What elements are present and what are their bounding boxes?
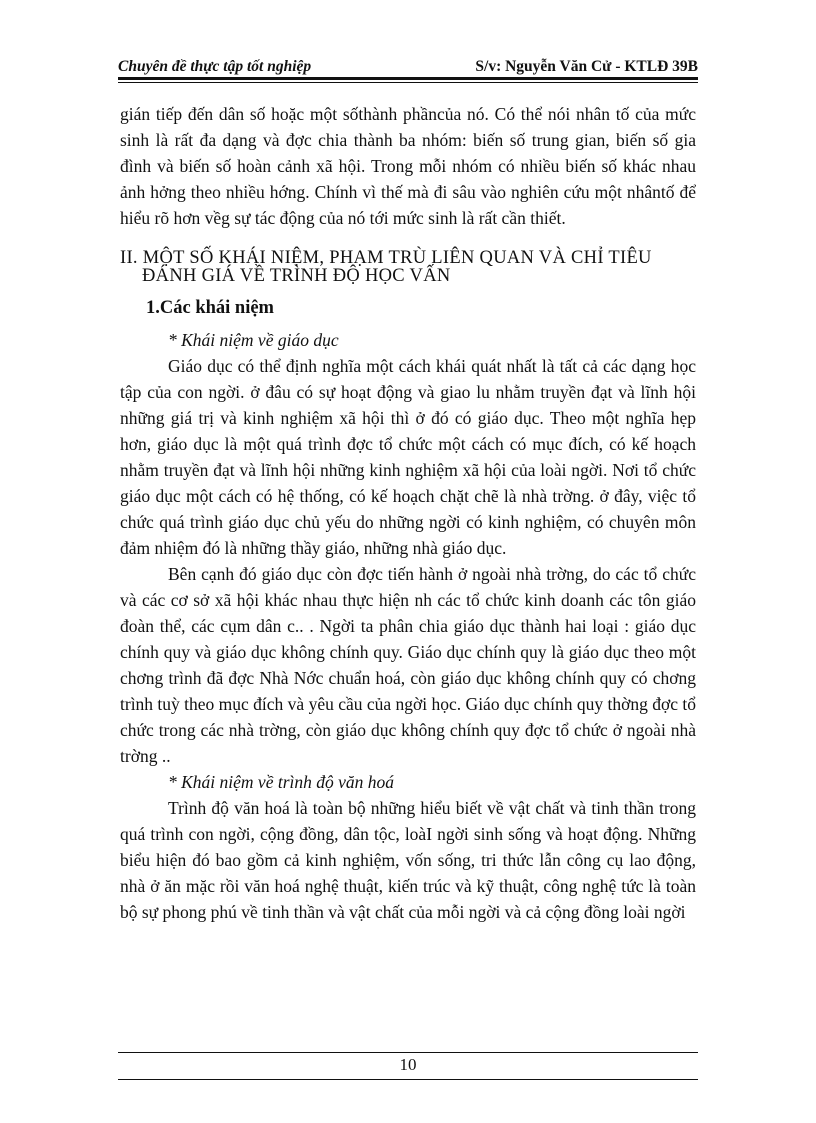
- subsection-title: 1.Các khái niệm: [146, 298, 274, 318]
- header-rule: [118, 77, 698, 80]
- header-student-info: S/v: Nguyễn Văn Cử - KTLĐ 39B: [475, 58, 698, 75]
- footer-rule-bottom: [118, 1079, 698, 1080]
- concept-education-title: * Khái niệm về giáo dục: [168, 330, 339, 350]
- page-number: 10: [399, 1055, 417, 1074]
- concept-culture-title: * Khái niệm về trình độ văn hoá: [168, 772, 395, 792]
- section-title-line1: II. MỘT SỐ KHÁI NIỆM, PHẠM TRÙ LIÊN QUAN VÀ CHỈ TIÊU: [120, 248, 652, 268]
- section-title-line2: ĐÁNH GIÁ VỀ TRÌNH ĐỘ HỌC VẤN: [142, 266, 451, 286]
- concept-culture-paragraph: Trình độ văn hoá là toàn bộ những hiểu biết về vật chất và tinh thần trong quá trình con ngời, cộng đồng, dân tộc, loàI ngời sinh sống và hoạt động. Những biểu hiện đó bao gồm cả kinh nghiệm, vốn sống, tri thức lẫn công cụ lao động, nhà ở ăn mặc rồi văn hoá nghệ thuật, kiến trúc và kỹ thuật, công nghệ tức là toàn bộ sự phong phú về tinh thần và vật chất của mỗi ngời và cả cộng đồng loài ngời: [120, 798, 696, 922]
- footer-rule: [118, 1052, 698, 1053]
- header-document-title: Chuyên đề thực tập tốt nghiệp: [118, 58, 312, 75]
- header-rule-thin: [118, 82, 698, 83]
- concept-education-paragraph-1: Giáo dục có thể định nghĩa một cách khái quát nhất là tất cả các dạng học tập của con ngời. ở đâu có sự hoạt động và giao lu nhằm truyền đạt và lĩnh hội những giá trị và kinh nghiệm xã hội thì ở đó có giáo dục. Theo một nghĩa hẹp hơn, giáo dục là một quá trình đợc tổ chức một cách có mục đích, có kế hoạch nhằm truyền đạt và lĩnh hội những kinh nghiệm xã hội của loài ngời. Nơi tổ chức giáo dục một cách có hệ thống, có kế hoạch chặt chẽ là nhà trờng. ở đây, việc tổ chức quá trình giáo dục chủ yếu do những ngời có kinh nghiệm, có chuyên môn đảm nhiệm đó là những thầy giáo, những nhà giáo dục.: [120, 356, 696, 558]
- page-body: [120, 101, 696, 925]
- running-header: [118, 52, 698, 76]
- intro-paragraph: gián tiếp đến dân số hoặc một sốthành phầncủa nó. Có thể nói nhân tố của mức sinh là rất đa dạng và đợc chia thành ba nhóm: biến số trung gian, biến số gia đình và biến số hoàn cảnh xã hội. Trong mỗi nhóm có nhiều biến số khác nhau ảnh hởng theo nhiều hớng. Chính vì thế mà đi sâu vào nghiên cứu một nhântố để hiểu rõ hơn vềg sự tác động của nó tới mức sinh là rất cần thiết.: [120, 104, 696, 228]
- section-title: [120, 249, 696, 285]
- concept-education-paragraph-2: Bên cạnh đó giáo dục còn đợc tiến hành ở ngoài nhà trờng, do các tổ chức và các cơ sở xã hội khác nhau thực hiện nh các tổ chức kinh doanh các tôn giáo đoàn thể, các cụm dân c.. . Ngời ta phân chia giáo dục thành hai loại : giáo dục chính quy và giáo dục không chính quy. Giáo dục chính quy là giáo dục theo một chơng trình đã đợc Nhà Nớc chuẩn hoá, còn giáo dục không chính quy có chơng trình tuỳ theo mục đích và yêu cầu của ngời học. Giáo dục chính quy thờng đợc tổ chức trong các nhà trờng, còn giáo dục không chính quy đợc tổ chức ở ngoài nhà trờng ..: [120, 564, 696, 766]
